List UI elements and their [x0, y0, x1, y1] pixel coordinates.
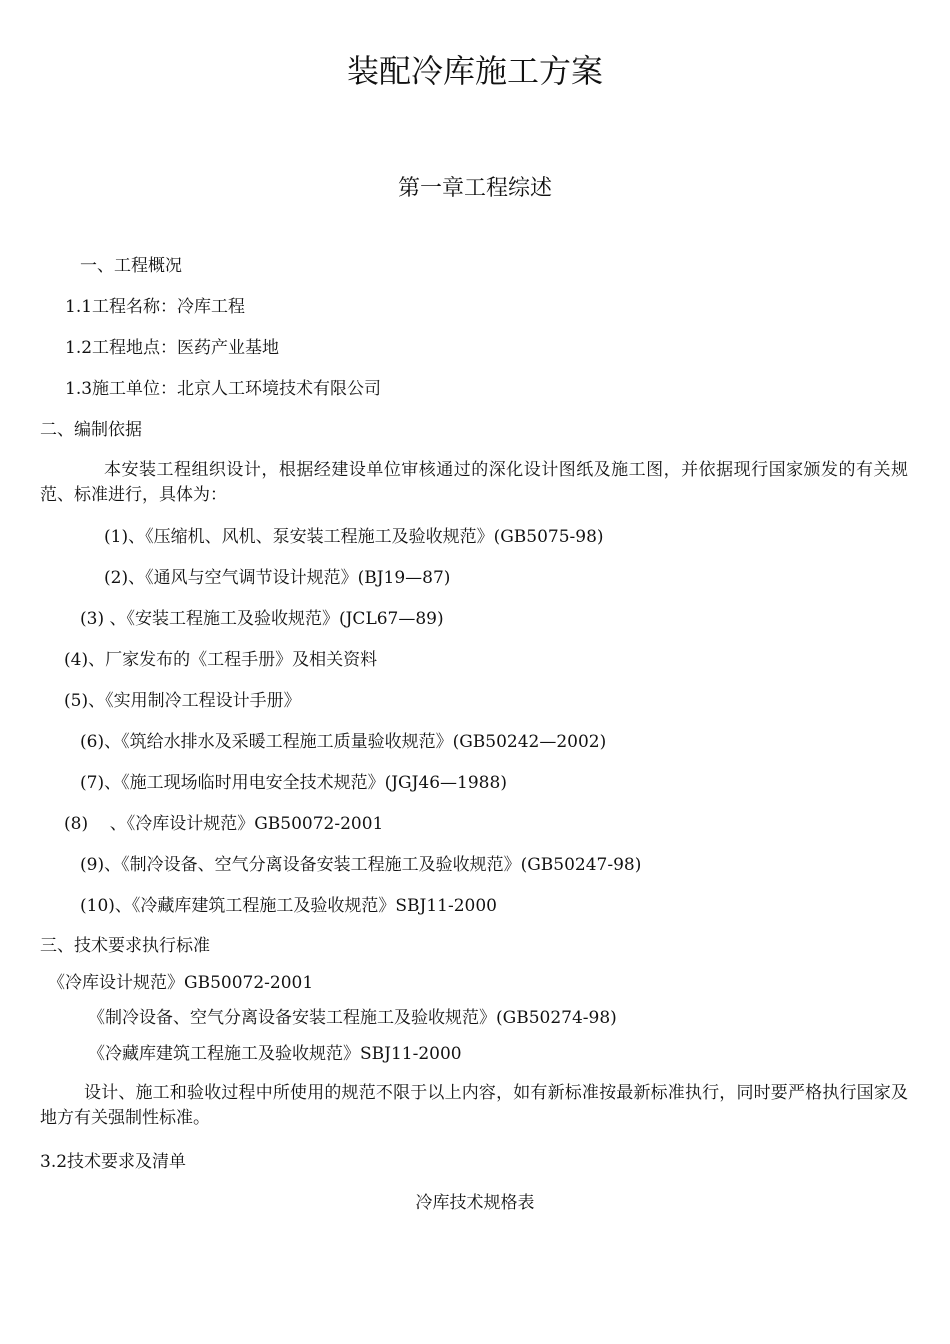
section-heading-standards: 三、技术要求执行标准 — [40, 936, 210, 956]
table-caption: 冷库技术规格表 — [415, 1193, 535, 1213]
subsection-heading: 3.2技术要求及清单 — [40, 1152, 187, 1172]
basis-intro: 本安装工程组织设计，根据经建设单位审核通过的深化设计图纸及施工图，并依据现行国家颁发的有关规范、标准进行，具体为： — [40, 460, 908, 505]
reference-item: (7)、《施工现场临时用电安全技术规范》(JGJ46—1988) — [80, 773, 507, 793]
reference-item: (3) 、《安装工程施工及验收规范》(JCL67—89) — [80, 609, 444, 629]
construction-unit: 1.3施工单位：北京人工环境技术有限公司 — [65, 379, 382, 399]
section-heading-basis: 二、编制依据 — [40, 420, 142, 440]
standard-item: 《冷库设计规范》GB50072-2001 — [48, 973, 314, 993]
reference-item: (4)、厂家发布的《工程手册》及相关资料 — [64, 650, 378, 670]
standards-note: 设计、施工和验收过程中所使用的规范不限于以上内容，如有新标准按最新标准执行，同时要严格执行国家及地方有关强制性标准。 — [40, 1083, 908, 1128]
reference-item: (10)、《冷藏库建筑工程施工及验收规范》SBJ11-2000 — [80, 896, 497, 916]
standard-item: 《冷藏库建筑工程施工及验收规范》SBJ11-2000 — [88, 1044, 462, 1064]
project-location: 1.2工程地点：医药产业基地 — [65, 338, 280, 358]
reference-item: (2)、《通风与空气调节设计规范》(BJ19—87) — [104, 568, 451, 588]
reference-item: (5)、《实用制冷工程设计手册》 — [64, 691, 301, 711]
standard-item: 《制冷设备、空气分离设备安装工程施工及验收规范》(GB50274-98) — [88, 1008, 617, 1028]
section-heading-overview: 一、工程概况 — [80, 256, 182, 276]
reference-item: (1)、《压缩机、风机、泵安装工程施工及验收规范》(GB5075-98) — [104, 527, 604, 547]
reference-item: (8) 、《冷库设计规范》GB50072-2001 — [64, 814, 384, 834]
reference-item: (9)、《制冷设备、空气分离设备安装工程施工及验收规范》(GB50247-98) — [80, 855, 642, 875]
project-name: 1.1工程名称：冷库工程 — [65, 297, 246, 317]
document-title: 装配冷库施工方案 — [346, 52, 603, 90]
chapter-heading: 第一章工程综述 — [397, 176, 552, 201]
reference-item: (6)、《筑给水排水及采暖工程施工质量验收规范》(GB50242—2002) — [80, 732, 607, 752]
